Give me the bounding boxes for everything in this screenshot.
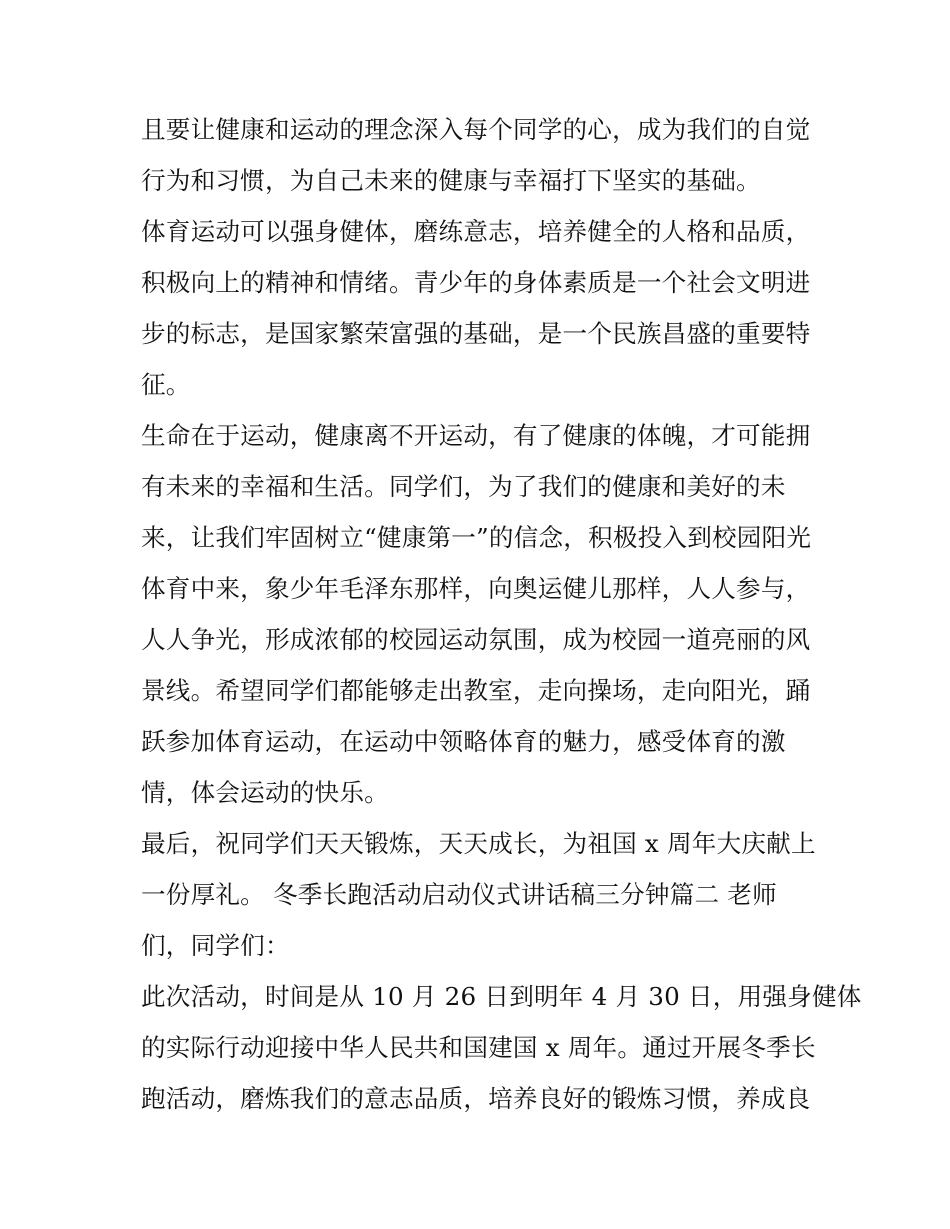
text-line: 一份厚礼。 冬季长跑活动启动仪式讲话稿三分钟篇二 老师 [141, 880, 777, 909]
text-line: 积极向上的精神和情绪。青少年的身体素质是一个社会文明进 [141, 268, 811, 297]
text-line: 最后，祝同学们天天锻炼，天天成长，为祖国 x 周年大庆献上 [141, 829, 816, 858]
text-line: 景线。希望同学们都能够走出教室，走向操场，走向阳光，踊 [141, 676, 811, 705]
text-line: 来，让我们牢固树立“健康第一”的信念，积极投入到校园阳光 [141, 523, 812, 552]
text-line: 征。 [141, 370, 191, 399]
text-line: 人人争光，形成浓郁的校园运动氛围，成为校园一道亮丽的风 [141, 625, 811, 654]
text-line: 步的标志，是国家繁荣富强的基础，是一个民族昌盛的重要特 [141, 319, 811, 348]
text-line: 生命在于运动，健康离不开运动，有了健康的体魄，才可能拥 [141, 421, 811, 450]
text-line: 跃参加体育运动，在运动中领略体育的魅力，感受体育的激 [141, 727, 786, 756]
text-line: 且要让健康和运动的理念深入每个同学的心，成为我们的自觉 [141, 115, 811, 144]
text-line: 的实际行动迎接中华人民共和国建国 x 周年。通过开展冬季长 [141, 1033, 816, 1062]
text-line: 有未来的幸福和生活。同学们，为了我们的健康和美好的未 [141, 472, 786, 501]
text-line: 行为和习惯，为自己未来的健康与幸福打下坚实的基础。 [141, 166, 761, 195]
text-line: 体育运动可以强身健体，磨练意志，培养健全的人格和品质， [141, 217, 811, 246]
text-line: 此次活动，时间是从 10 月 26 日到明年 4 月 30 日，用强身健体 [141, 982, 862, 1011]
text-line: 们，同学们： [141, 931, 290, 960]
text-line: 体育中来，象少年毛泽东那样，向奥运健儿那样，人人参与， [141, 574, 811, 603]
document-body [141, 104, 862, 1124]
text-line: 情，体会运动的快乐。 [141, 778, 389, 807]
text-line: 跑活动，磨炼我们的意志品质，培养良好的锻炼习惯，养成良 [141, 1084, 811, 1113]
